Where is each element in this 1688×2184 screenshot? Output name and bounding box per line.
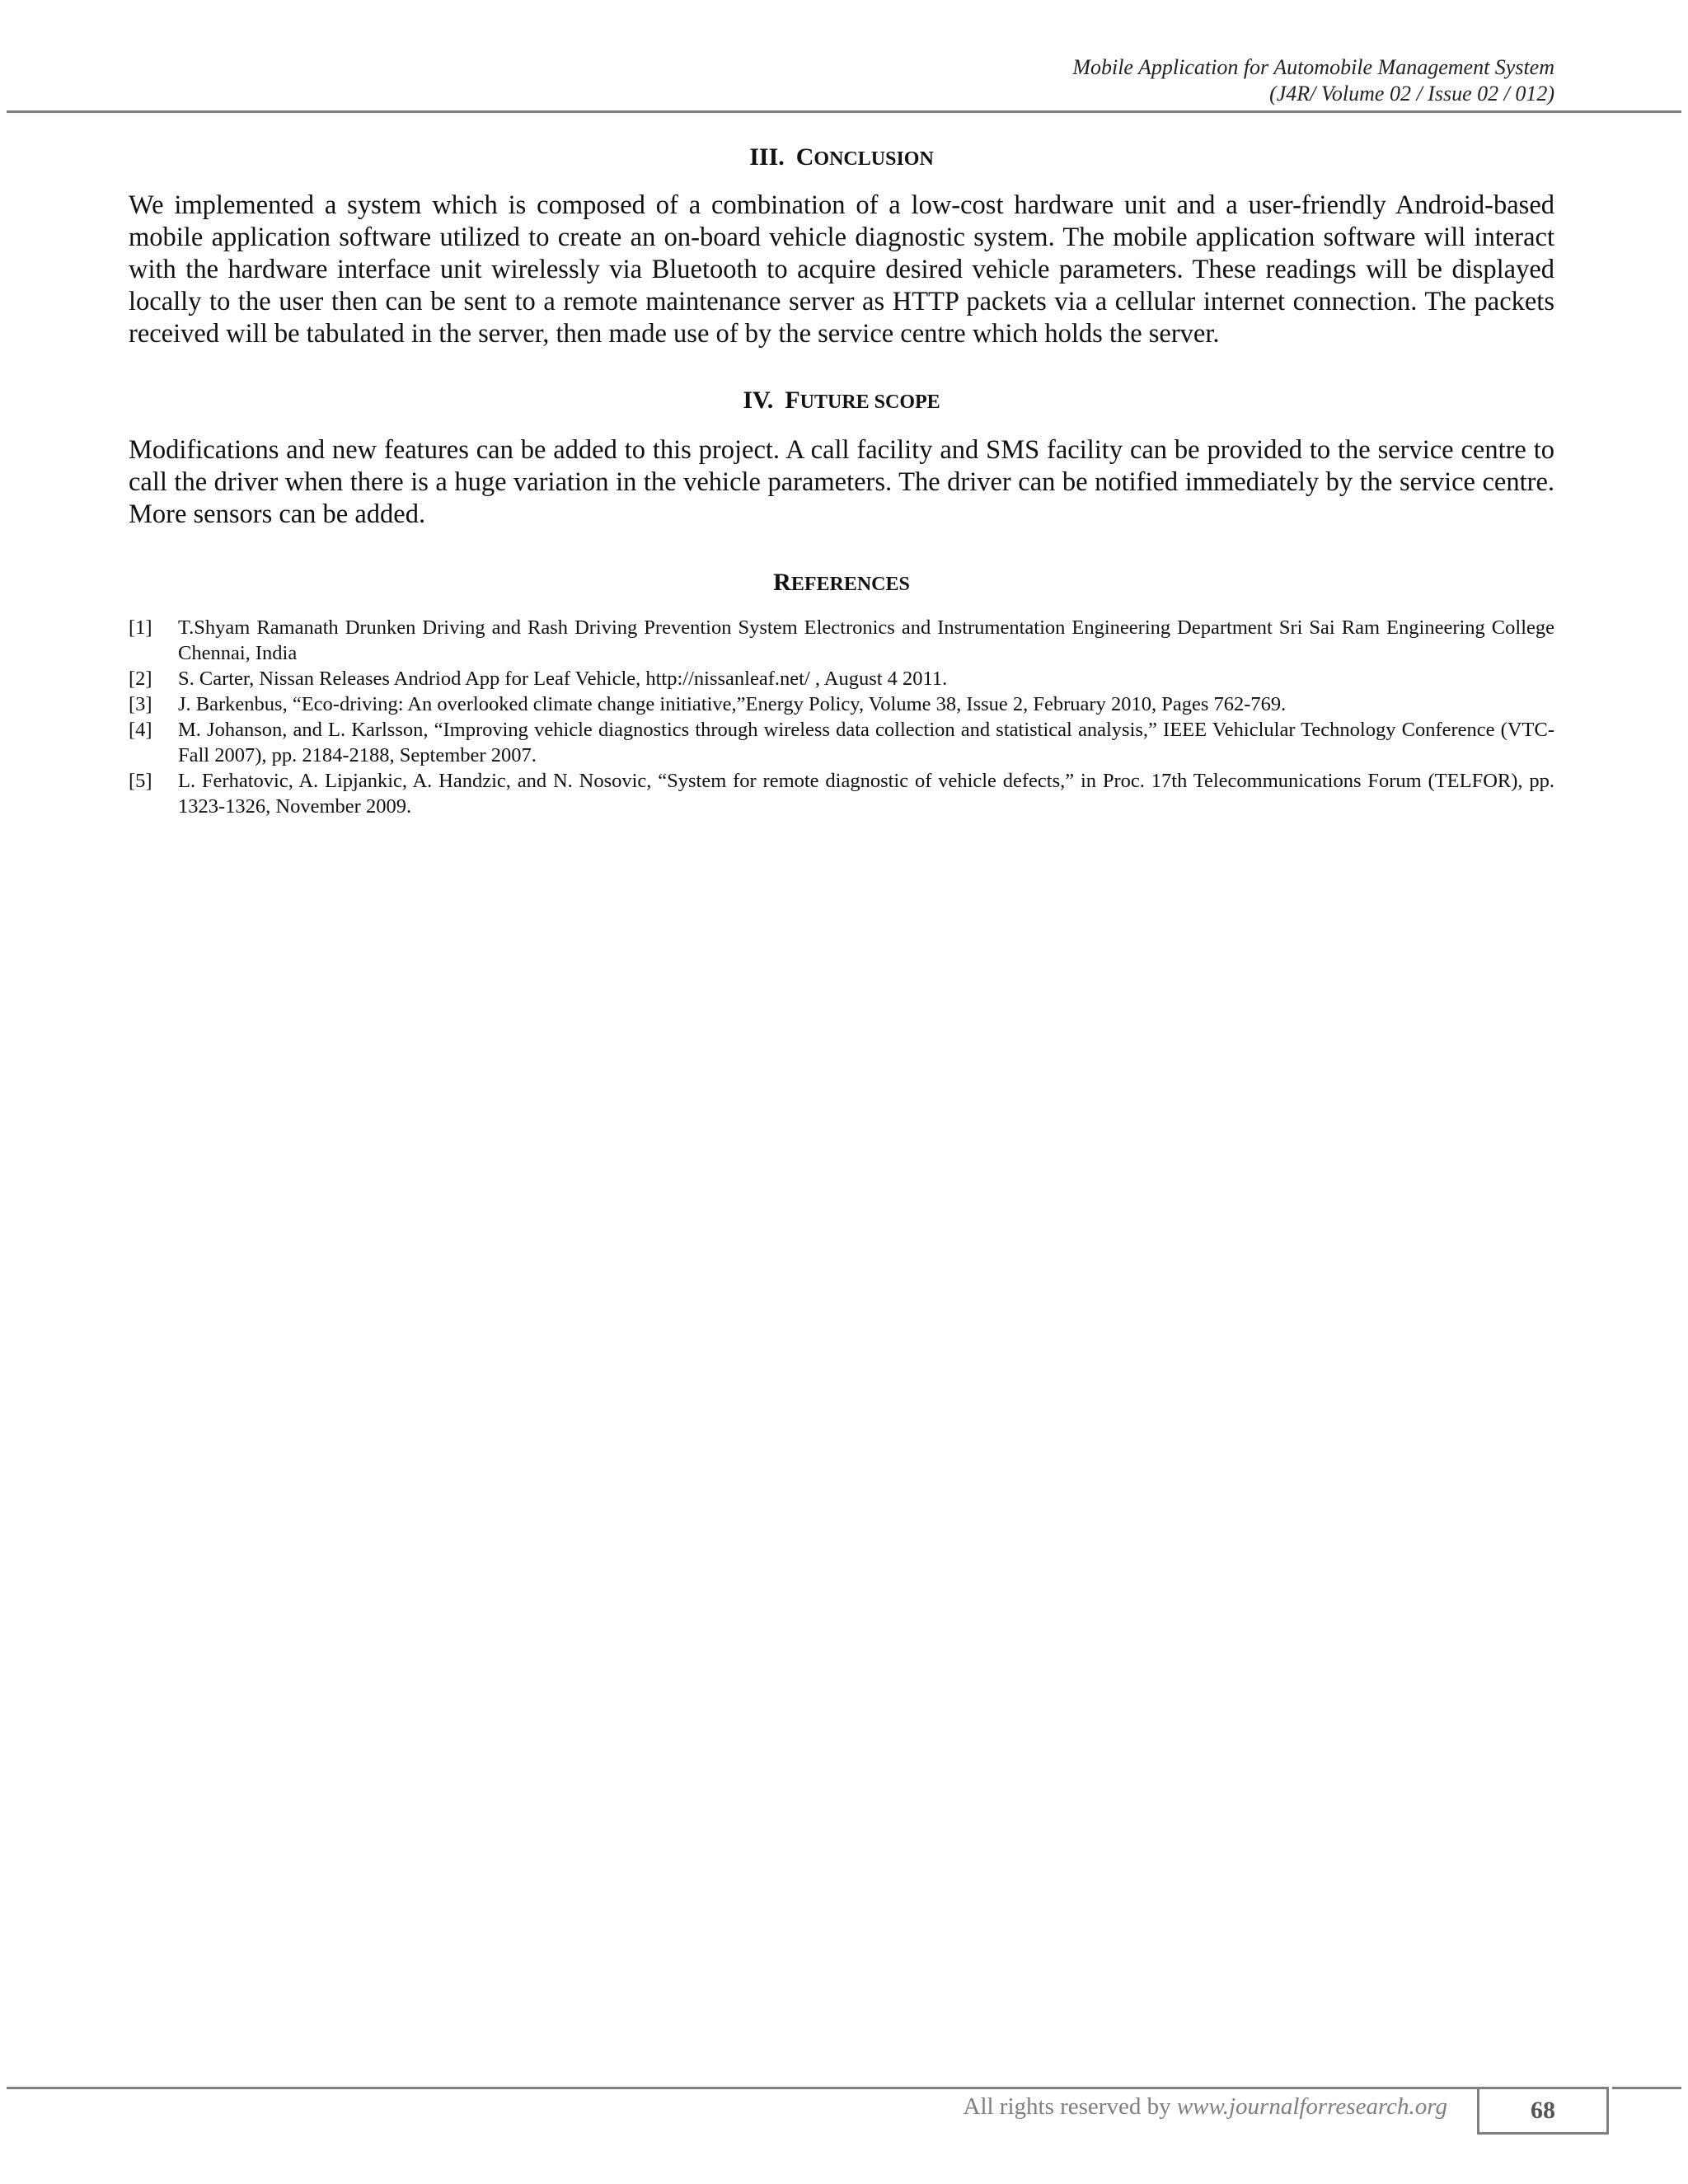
reference-item [129, 717, 1554, 768]
footer-rule [1612, 2087, 1681, 2089]
heading-rest: ONCLUSION [814, 148, 934, 170]
reference-text: T.Shyam Ramanath Drunken Driving and Rash Driving Prevention System Electronics and Instrumentation Engineering Department Sri Sai Ram Engineering College Chennai, India [178, 616, 1554, 664]
page-number: 68 [1477, 2087, 1609, 2135]
reference-number: [1] [129, 616, 152, 639]
running-header-citation: (J4R/ Volume 02 / Issue 02 / 012) [1269, 82, 1554, 105]
reference-item [129, 666, 1554, 691]
footer-rights-text: All rights reserved by [963, 2093, 1177, 2120]
heading-initial: C [795, 143, 814, 171]
future-scope-heading [129, 385, 1554, 418]
heading-initial: F [785, 387, 800, 414]
reference-text: J. Barkenbus, “Eco-driving: An overlooked climate change initiative,”Energy Policy, Volume 38, Issue 2, February 2010, Pages 762-769. [178, 693, 1287, 715]
reference-text: L. Ferhatovic, A. Lipjankic, A. Handzic, and N. Nosovic, “System for remote diagnostic of vehicle defects,” in Proc. 17th Telecommunications Forum (TELFOR), pp. 1323-1326, November 2009. [178, 770, 1554, 818]
header-rule [7, 110, 1681, 113]
heading-rest: EFERENCES [790, 574, 910, 595]
reference-number: [2] [129, 668, 152, 690]
reference-item [129, 691, 1554, 717]
reference-list [129, 615, 1554, 819]
footer-rights [964, 2092, 1448, 2121]
reference-text: S. Carter, Nissan Releases Andriod App for Leaf Vehicle, http://nissanleaf.net/ , August 4 2011. [178, 668, 948, 690]
reference-item [129, 768, 1554, 819]
reference-text: M. Johanson, and L. Karlsson, “Improving vehicle diagnostics through wireless data collection and statistical analysis,” IEEE Vehiclular Technology Conference (VTC-Fall 2007), pp. 2184-2188, September 2007. [178, 719, 1554, 766]
reference-item [129, 615, 1554, 666]
reference-number: [5] [129, 770, 152, 792]
references-heading [129, 567, 1554, 600]
reference-number: [3] [129, 693, 152, 715]
footer-rule [7, 2087, 1477, 2089]
heading-rest: UTURE SCOPE [799, 391, 940, 413]
conclusion-paragraph: We implemented a system which is composed of a combination of a low-cost hardware unit and a user-friendly Android-based mobile application software utilized to create an on-board vehicle diagnostic system. The mobile application software will interact with the hardware interface unit wirelessly via Bluetooth to acquire desired vehicle parameters. These readings will be displayed locally to the user then can be sent to a remote maintenance server as HTTP packets via a cellular internet connection. The packets received will be tabulated in the server, then made use of by the service centre which holds the server. [129, 190, 1554, 349]
footer-site-link[interactable]: www.journalforresearch.org [1176, 2093, 1447, 2120]
future-scope-paragraph: Modifications and new features can be added to this project. A call facility and SMS facility can be provided to the service centre to call the driver when there is a huge variation in the vehicle parameters. The driver can be notified immediately by the service centre. More sensors can be added. [129, 435, 1554, 529]
section-number: IV. [743, 387, 774, 414]
running-header-title: Mobile Application for Automobile Management System [1072, 55, 1554, 79]
heading-initial: R [773, 569, 791, 596]
running-header [1072, 54, 1554, 107]
page-content [129, 142, 1554, 819]
reference-number: [4] [129, 719, 152, 741]
conclusion-heading [129, 142, 1554, 175]
section-number: III. [749, 143, 785, 171]
